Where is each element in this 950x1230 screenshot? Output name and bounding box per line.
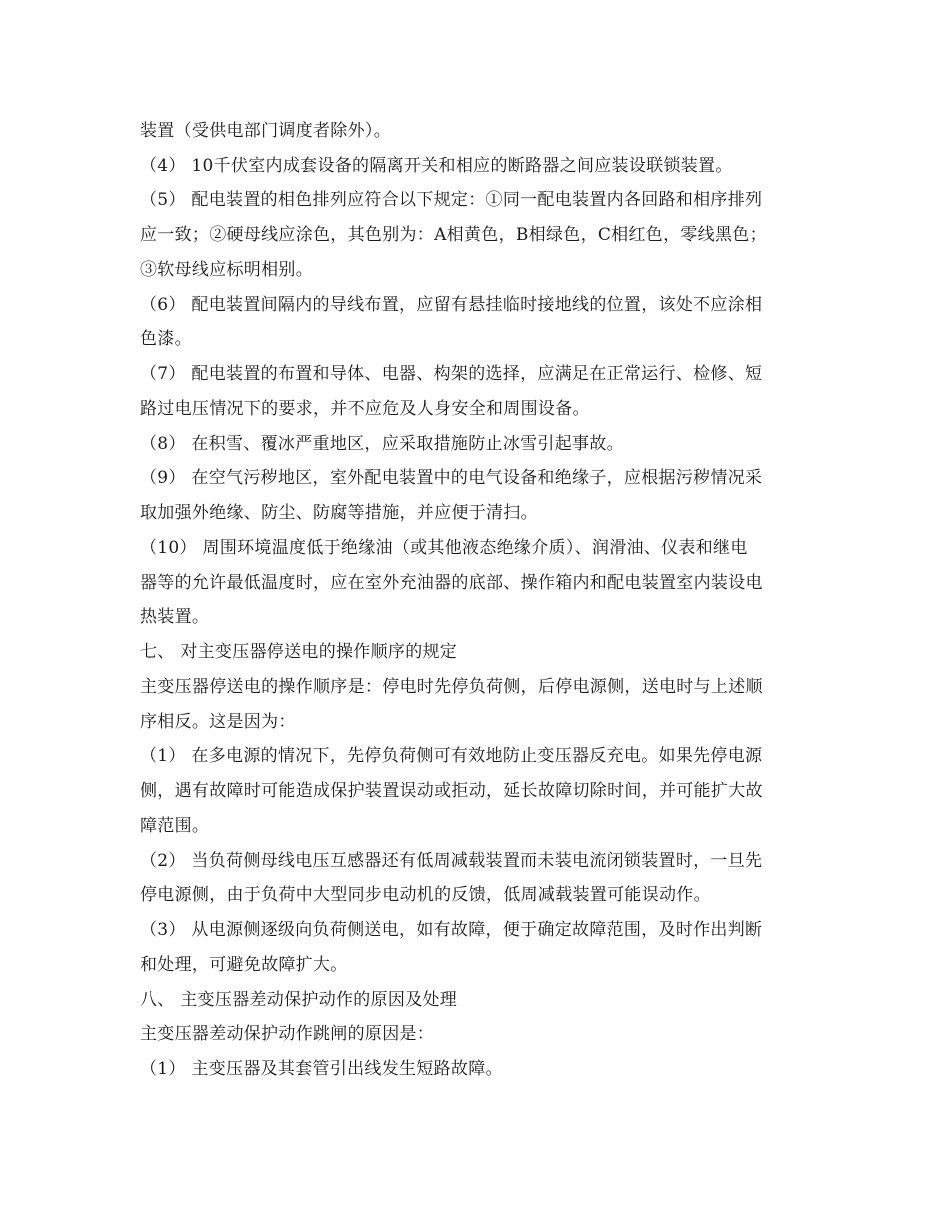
text-line: 装置（受供电部门调度者除外）。: [140, 121, 391, 141]
text-line: （4） 10千伏室内成套设备的隔离开关和相应的断路器之间应装设联锁装置。: [140, 156, 733, 176]
text-line: 主变压器停送电的操作顺序是：停电时先停负荷侧，后停电源侧，送电时与上述顺: [140, 677, 763, 697]
text-line: （1） 主变压器及其套管引出线发生短路故障。: [140, 1059, 503, 1079]
text-line: （9） 在空气污秽地区，室外配电装置中的电气设备和绝缘子，应根据污秽情况采: [140, 468, 763, 488]
text-line: 障范围。: [140, 816, 210, 836]
text-line: 路过电压情况下的要求，并不应危及人身安全和周围设备。: [140, 399, 590, 419]
section-heading: 八、 主变压器差动保护动作的原因及处理: [140, 990, 458, 1010]
text-line: 色漆。: [140, 329, 192, 349]
section-heading: 七、 对主变压器停送电的操作顺序的规定: [140, 642, 458, 662]
text-line: （7） 配电装置的布置和导体、电器、构架的选择，应满足在正常运行、检修、短: [140, 364, 763, 384]
text-line: （8） 在积雪、覆冰严重地区，应采取措施防止冰雪引起事故。: [140, 434, 624, 454]
text-line: 热装置。: [140, 607, 210, 627]
text-line: 主变压器差动保护动作跳闸的原因是：: [140, 1024, 435, 1044]
text-line: 停电源侧，由于负荷中大型同步电动机的反馈，低周减载装置可能误动作。: [140, 885, 711, 905]
text-line: （6） 配电装置间隔内的导线布置，应留有悬挂临时接地线的位置，该处不应涂相: [140, 295, 763, 315]
text-line: （2） 当负荷侧母线电压互感器还有低周减载装置而未装电流闭锁装置时，一旦先: [140, 851, 763, 871]
text-line: ③软母线应标明相别。: [140, 260, 313, 280]
text-line: 取加强外绝缘、防尘、防腐等措施，并应便于清扫。: [140, 503, 538, 523]
text-line: 器等的允许最低温度时，应在室外充油器的底部、操作箱内和配电装置室内装设电: [140, 573, 763, 593]
text-line: 应一致；②硬母线应涂色，其色别为：A相黄色，B相绿色，C相红色，零线黑色；: [140, 225, 767, 245]
text-line: （10） 周围环境温度低于绝缘油（或其他液态绝缘介质）、润滑油、仪表和继电: [140, 538, 748, 558]
text-line: （3） 从电源侧逐级向负荷侧送电，如有故障，便于确定故障范围，及时作出判断: [140, 920, 763, 940]
text-line: （1） 在多电源的情况下，先停负荷侧可有效地防止变压器反充电。如果先停电源: [140, 746, 763, 766]
text-line: （5） 配电装置的相色排列应符合以下规定：①同一配电装置内各回路和相序排列: [140, 190, 763, 210]
text-line: 序相反。这是因为：: [140, 712, 296, 732]
text-line: 侧，遇有故障时可能造成保护装置误动或拒动，延长故障切除时间，并可能扩大故: [140, 781, 763, 801]
text-line: 和处理，可避免故障扩大。: [140, 955, 348, 975]
